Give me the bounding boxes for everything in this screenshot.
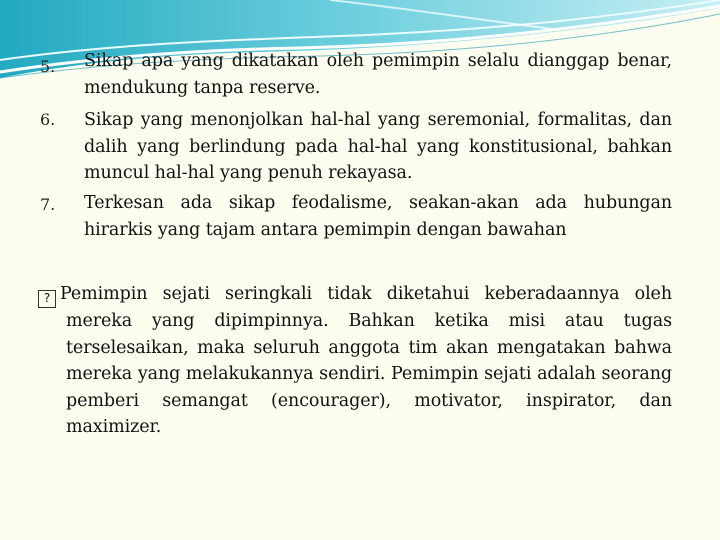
list-number: 7. bbox=[40, 195, 56, 214]
list-number: 6. bbox=[40, 110, 56, 129]
list-item: Sikap yang menonjolkan hal-hal yang seremonial, formalitas, dan dalih yang berlindung pada hal-hal yang konstitusional, bahkan muncul hal-hal yang penuh rekayasa. bbox=[84, 110, 672, 183]
paragraph-text: Pemimpin sejati seringkali tidak diketahui keberadaannya oleh mereka yang dipimpinnya. Bahkan ketika misi atau tugas terselesaikan, maka seluruh anggota tim akan mengatakan bahwa mereka yang melakukannya sendiri. Pemimpin sejati adalah seorang pemberi semangat (encourager), motivator, inspirator, dan maximizer. bbox=[60, 284, 672, 437]
list-item: Terkesan ada sikap feodalisme, seakan-akan ada hubungan hirarkis yang tajam antara pemimpin dengan bawahan bbox=[84, 193, 672, 240]
list-item: Sikap apa yang dikatakan oleh pemimpin selalu dianggap benar, mendukung tanpa reserve. bbox=[84, 51, 672, 98]
list-number: 5. bbox=[40, 57, 56, 76]
missing-glyph-bullet-icon: ? bbox=[38, 290, 56, 308]
main-paragraph bbox=[38, 281, 672, 441]
